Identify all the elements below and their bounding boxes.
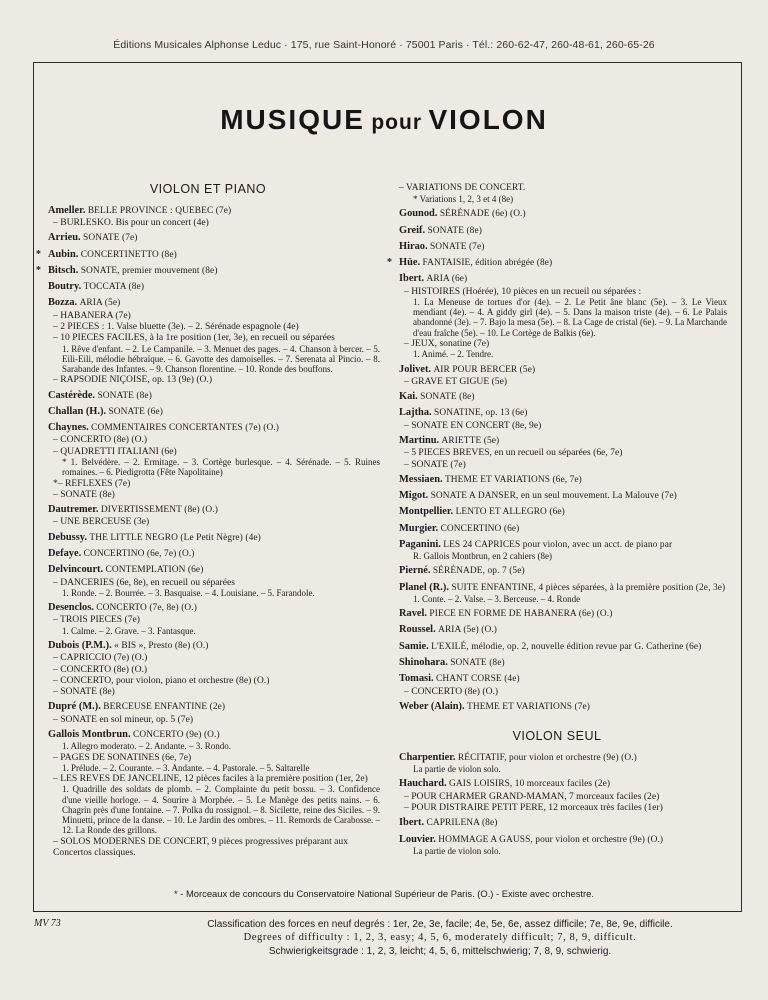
catalog-entry <box>387 641 727 653</box>
work-line: – SONATE (7e) <box>404 458 466 470</box>
title-instrument: VIOLON <box>428 104 548 135</box>
work-title: SÉRÉNADE (6e) (O.) <box>439 209 526 220</box>
composer-name: Bozza. <box>48 297 78 309</box>
catalog-entry <box>387 657 727 669</box>
entry-first-line <box>399 834 727 846</box>
catalog-entry <box>387 778 727 813</box>
composer-name: Tomasi. <box>399 673 434 685</box>
catalog-entry <box>387 490 727 502</box>
work-details: * 1. Belvédère. – 2. Ermitage. – 3. Cortège burlesque. – 4. Sérénade. – 5. Ruines romaines. – 6. Piedigrotta (Fête Napolitaine) <box>62 457 380 478</box>
catalog-entry <box>387 752 727 775</box>
work-line: – HABANERA (7e) <box>53 309 131 321</box>
catalog-entry <box>387 624 727 636</box>
work-line: – 5 PIECES BREVES, en un recueil ou séparées (6e, 7e) <box>404 447 623 459</box>
composer-name: Planel (R.). <box>399 581 449 593</box>
entry-first-line <box>399 208 727 220</box>
work-line: – UNE BERCEUSE (3e) <box>53 516 150 528</box>
work-title: CONCERTINO (6e) <box>440 523 520 534</box>
composer-name: Ravel. <box>399 608 427 620</box>
entry-first-line <box>399 523 727 535</box>
catalog-entry <box>387 364 727 388</box>
composer-name: Debussy. <box>48 531 87 543</box>
work-title: « BIS », Presto (8e) (O.) <box>114 640 209 651</box>
composer-name: Ibert. <box>399 273 425 285</box>
work-line: – CONCERTO (8e) (O.) <box>53 663 148 675</box>
work-title: SÉRÉNADE, op. 7 (5e) <box>432 566 525 577</box>
composer-name: Samie. <box>399 640 429 652</box>
catalog-entry <box>36 564 380 598</box>
entry-first-line <box>399 778 727 790</box>
work-line: – 2 PIECES : 1. Valse bluette (3e). – 2. Sérénade espagnole (4e) <box>53 320 299 332</box>
composer-name: Jolivet. <box>399 363 432 375</box>
catalog-entry <box>36 422 380 500</box>
catalog-entry <box>36 504 380 528</box>
work-line: – POUR DISTRAIRE PETIT PERE, 12 morceaux très faciles (1er) <box>404 801 663 813</box>
entry-first-line <box>48 729 380 741</box>
composer-name: Murgier. <box>399 522 439 534</box>
catalog-entry <box>36 602 380 636</box>
composer-name: Lajtha. <box>399 407 432 419</box>
page-title <box>0 104 768 136</box>
composer-name: Chaynes. <box>48 422 89 434</box>
composer-name: Arrieu. <box>48 232 81 244</box>
entry-first-line <box>48 701 380 713</box>
work-title: THEME ET VARIATIONS (6e, 7e) <box>444 474 582 485</box>
work-line: – TROIS PIECES (7e) <box>53 614 140 626</box>
work-title: CONCERTINETTO (8e) <box>80 249 177 260</box>
catalog-entry <box>387 435 727 470</box>
entry-first-line <box>48 281 380 293</box>
work-title: CONTEMPLATION (6e) <box>105 565 204 576</box>
work-title: GAIS LOISIRS, 10 morceaux faciles (2e) <box>449 779 611 790</box>
work-line: – DANCERIES (6e, 8e), en recueil ou séparées <box>53 576 235 588</box>
composer-name: Dautremer. <box>48 504 99 516</box>
work-details: La partie de violon solo. <box>413 845 501 856</box>
composer-name: Bitsch. <box>48 264 79 276</box>
entry-first-line <box>48 205 380 217</box>
catalog-entry <box>387 834 727 857</box>
composer-name: Shinohara. <box>399 657 448 669</box>
work-title: AIR POUR BERCER (5e) <box>433 364 536 375</box>
work-line: – SONATE (8e) <box>53 488 115 500</box>
work-line: – CONCERTO (8e) (O.) <box>404 685 499 697</box>
work-title: SONATINE, op. 13 (6e) <box>434 408 528 419</box>
composer-name: Roussel. <box>399 624 436 636</box>
entry-first-line <box>399 624 727 636</box>
entry-first-line <box>48 232 380 244</box>
catalog-entry <box>387 506 727 518</box>
work-details: 1. Calme. – 2. Grave. – 3. Fantasque. <box>62 625 196 636</box>
catalog-entry <box>387 608 727 620</box>
catalog-entry <box>387 539 727 562</box>
composer-name: Challan (H.). <box>48 405 107 417</box>
catalog-entry <box>36 205 380 229</box>
composer-name: Charpentier. <box>399 751 456 763</box>
entry-first-line <box>399 225 727 237</box>
composer-name: Aubin. <box>48 248 79 260</box>
catalog-entry <box>387 182 727 204</box>
work-line: – POUR CHARMER GRAND-MAMAN, 7 morceaux faciles (2e) <box>404 790 660 802</box>
composer-name: Dupré (M.). <box>48 701 101 713</box>
work-details: 1. Conte. – 2. Valse. – 3. Berceuse. – 4. Ronde <box>413 593 581 604</box>
entry-first-line <box>48 504 380 516</box>
entry-first-line <box>48 548 380 560</box>
catalog-entry <box>387 701 727 713</box>
work-line: – RAPSODIE NIÇOISE, op. 13 (9e) (O.) <box>53 374 213 386</box>
work-title: L'EXILÉ, mélodie, op. 2, nouvelle édition revue par G. Catherine (6e) <box>431 641 702 652</box>
work-details: * Variations 1, 2, 3 et 4 (8e) <box>413 194 514 205</box>
work-title: TOCCATA (8e) <box>83 282 145 293</box>
catalog-entry <box>36 249 380 261</box>
work-line: – SOLOS MODERNES DE CONCERT, 9 pièces progressives préparant aux Concertos classiques. <box>53 835 349 859</box>
title-pour: pour <box>371 111 422 134</box>
entry-first-line <box>48 265 380 277</box>
entry-first-line <box>399 257 727 269</box>
catalog-entry <box>387 582 727 605</box>
entry-first-line <box>48 640 380 652</box>
composer-name: Defaye. <box>48 548 82 560</box>
work-details: R. Gallois Montbrun, en 2 cahiers (8e) <box>413 551 552 562</box>
catalog-entry <box>36 701 380 725</box>
classification-english: Degrees of difficulty : 1, 2, 3, easy; 4, 5, 6, moderately difficult; 7, 8, 9, difficult. <box>243 932 637 944</box>
composer-name: Ameller. <box>48 204 86 216</box>
work-title: PIECE EN FORME DE HABANERA (6e) (O.) <box>429 609 613 620</box>
composer-name: Desenclos. <box>48 602 94 614</box>
entry-first-line <box>48 602 380 614</box>
footnote: * - Morceaux de concours du Conservatoire National Supérieur de Paris. (O.) - Existe avec orchestre. <box>174 888 594 899</box>
work-title: ARIETTE (5e) <box>441 435 500 446</box>
entry-first-line <box>399 752 727 764</box>
catalog-entry <box>36 297 380 385</box>
entry-first-line <box>399 673 727 685</box>
work-title: SUITE ENFANTINE, 4 pièces séparées, à la première position (2e, 3e) <box>451 582 726 593</box>
concours-star: * <box>387 257 392 269</box>
work-title: CONCERTO (7e, 8e) (O.) <box>96 603 197 614</box>
entry-first-line <box>399 817 727 829</box>
work-title: BELLE PROVINCE : QUEBEC (7e) <box>87 205 232 216</box>
catalog-entry <box>36 406 380 418</box>
work-line: – SONATE EN CONCERT (8e, 9e) <box>404 419 542 431</box>
work-line: – HISTOIRES (Hoérée), 10 pièces en un recueil ou séparées : <box>404 285 642 297</box>
work-title: CONCERTO (9e) (O.) <box>132 730 220 741</box>
work-title: SONATE, premier mouvement (8e) <box>80 265 218 276</box>
work-line: – GRAVE ET GIGUE (5e) <box>404 375 508 387</box>
work-details: 1. Prélude. – 2. Courante. – 3. Andante. – 4. Pastorale. – 5. Saltarelle <box>62 762 310 773</box>
work-line: – SONATE en sol mineur, op. 5 (7e) <box>53 713 194 725</box>
work-details: 1. Ronde. – 2. Bourrée. – 3. Basquaise. – 4. Louisiane. – 5. Farandole. <box>62 587 315 598</box>
work-title: SONATE (8e) <box>450 658 505 669</box>
work-line: – CAPRICCIO (7e) (O.) <box>53 652 148 664</box>
composer-name: Kai. <box>399 391 418 403</box>
work-title: SONATE (6e) <box>108 406 163 417</box>
work-title: CHANT CORSE (4e) <box>435 674 520 685</box>
composer-name: Boutry. <box>48 281 82 293</box>
entry-first-line <box>399 474 727 486</box>
publisher-header: Éditions Musicales Alphonse Leduc · 175, rue Saint-Honoré · 75001 Paris · Tél.: 260-62-47, 260-48-61, 260-65-26 <box>113 39 655 51</box>
work-title: ARIA (5e) <box>79 298 121 309</box>
entry-first-line <box>48 297 380 309</box>
entry-first-line <box>399 506 727 518</box>
composer-name: Martinu. <box>399 434 440 446</box>
catalog-entry <box>36 729 380 858</box>
catalog-entry <box>387 565 727 577</box>
work-title: THE LITTLE NEGRO (Le Petit Nègre) (4e) <box>89 532 261 543</box>
catalog-entry <box>387 391 727 403</box>
composer-name: Louvier. <box>399 833 436 845</box>
catalog-entry <box>36 265 380 277</box>
entry-first-line <box>399 273 727 285</box>
section-title-violon-piano: VIOLON ET PIANO <box>149 182 267 196</box>
catalog-entry <box>387 273 727 359</box>
composer-name: Delvincourt. <box>48 564 104 576</box>
entry-first-line <box>399 407 727 419</box>
catalog-entry <box>36 281 380 293</box>
concours-star: * <box>36 248 41 260</box>
difficulty-classification <box>160 918 720 958</box>
work-title: SONATE A DANSER, en un seul mouvement. La Malouve (7e) <box>430 491 677 502</box>
work-line: – CONCERTO (8e) (O.) <box>53 434 148 446</box>
entry-first-line <box>399 701 727 713</box>
classification-french: Classification des forces en neuf degrés : 1er, 2e, 3e, facile; 4e, 5e, 6e, assez difficile; 7e, 8e, 9e, difficile. <box>207 919 673 930</box>
entry-first-line <box>399 565 727 577</box>
work-details: 1. Rêve d'enfant. – 2. Le Campanile. – 3. Menuet des pages. – 4. Chanson à bercer. – 5. Eili-Eili, mélodie hébraïque. – 6. Gavotte des damoiselles. – 7. Serenata al Pincio. – 8. Sarabande des Infantes. – 9. Chanson florentine. – 10. Ronde des bouffons. <box>62 343 380 375</box>
work-line: – BURLESKO. Bis pour un concert (4e) <box>53 217 209 229</box>
classification-german: Schwierigkeitsgrade : 1, 2, 3, leicht; 4, 5, 6, mittelschwierig; 7, 8, 9, schwierig. <box>268 946 612 958</box>
composer-name: Hüe. <box>399 257 421 269</box>
work-title: LES 24 CAPRICES pour violon, avec un acct. de piano par <box>443 539 673 550</box>
entry-first-line <box>399 539 727 551</box>
catalog-code: MV 73 <box>34 918 61 929</box>
entry-first-line <box>399 657 727 669</box>
right-entry-list <box>387 182 727 713</box>
work-title: SONATE (7e) <box>83 233 138 244</box>
composer-name: Migot. <box>399 490 429 502</box>
work-details: 1. La Meneuse de tortues d'or (4e). – 2. Le Petit âne blanc (5e). – 3. Le Vieux mendiant (4e). – 4. A giddy girl (4e). – 5. Dans la maison triste (4e). – 6. Le Palais abandonné (3e). – 7. Bajo la mesa (5e). – 8. La Cage de cristal (6e). – 9. La Marchande d'eau fraîche (5e). – 10. Le Cortège de Balkis (6e). <box>413 296 727 338</box>
catalog-entry <box>36 640 380 698</box>
work-title: THEME ET VARIATIONS (7e) <box>467 701 590 712</box>
entry-first-line <box>399 582 727 594</box>
entry-first-line <box>399 608 727 620</box>
catalog-entry <box>387 257 727 269</box>
work-details: 1. Animé. – 2. Tendre. <box>413 349 494 360</box>
catalog-entry <box>387 523 727 535</box>
composer-name: Hauchard. <box>399 778 447 790</box>
work-title: FANTAISIE, édition abrégée (8e) <box>422 258 553 269</box>
catalog-entry <box>387 817 727 829</box>
work-title: SONATE (8e) <box>420 392 475 403</box>
work-title: COMMENTAIRES CONCERTANTES (7e) (O.) <box>91 423 280 434</box>
entry-first-line <box>399 641 727 653</box>
solo-entry-list <box>387 752 727 856</box>
composer-name: Castérède. <box>48 389 96 401</box>
catalog-entry <box>36 390 380 402</box>
composer-name: Gallois Montbrun. <box>48 729 131 741</box>
catalog-entry <box>387 225 727 237</box>
entry-first-line <box>399 241 727 253</box>
catalog-entry <box>36 232 380 244</box>
composer-name: Ibert. <box>399 817 425 829</box>
composer-name: Weber (Alain). <box>399 700 465 712</box>
composer-name: Dubois (P.M.). <box>48 639 112 651</box>
work-title: – VARIATIONS DE CONCERT. <box>399 183 526 193</box>
composer-name: Pierné. <box>399 565 431 577</box>
work-title: RÉCITATIF, pour violon et orchestre (9e) (O.) <box>457 752 637 763</box>
catalog-entry <box>387 407 727 431</box>
entry-first-line <box>399 391 727 403</box>
entry-first-line <box>48 390 380 402</box>
composer-name: Montpellier. <box>399 506 454 518</box>
composer-name: Messiaen. <box>399 473 443 485</box>
entry-first-line <box>48 249 380 261</box>
composer-name: Gounod. <box>399 208 438 220</box>
catalog-entry <box>387 208 727 220</box>
work-line: – LES REVES DE JANCELINE, 12 pièces faciles à la première position (1er, 2e) <box>53 773 368 785</box>
work-line: – 10 PIECES FACILES, à la 1re position (1er, 3e), en recueil ou séparées <box>53 332 335 344</box>
work-title: ARIA (6e) <box>426 274 468 285</box>
work-title: CAPRILENA (8e) <box>426 818 498 829</box>
work-title: SONATE (8e) <box>427 225 482 236</box>
work-details: 1. Allegro moderato. – 2. Andante. – 3. Rondo. <box>62 741 231 752</box>
catalog-entry <box>36 532 380 544</box>
entry-first-line <box>399 182 727 194</box>
catalog-entry <box>387 673 727 697</box>
composer-name: Paganini. <box>399 538 441 550</box>
work-title: SONATE (8e) <box>97 390 152 401</box>
work-details: La partie de violon solo. <box>413 764 501 775</box>
work-title: DIVERTISSEMENT (8e) (O.) <box>100 505 218 516</box>
entry-first-line <box>48 406 380 418</box>
entry-first-line <box>399 435 727 447</box>
left-column <box>36 182 380 862</box>
entry-first-line <box>399 490 727 502</box>
work-title: HOMMAGE A GAUSS, pour violon et orchestre (9e) (O.) <box>438 834 664 845</box>
entry-first-line <box>48 532 380 544</box>
work-line: – JEUX, sonatine (7e) <box>404 337 490 349</box>
work-details: 1. Quadrille des soldats de plomb. – 2. Complainte du petit bossu. – 3. Confidence d'une vieille horloge. – 4. Sourire à Morphée. – 5. Le Manège des petits nains. – 6. Chagrin près d'une fontaine. – 7. Polka du rossignol. – 8. Sicilette, reine des Siciles. – 9. Minuetti, prince de la danse. – 10. Le Jardin des ombres. – 11. Remords de Carabosse. – 12. La Ronde des grillons. <box>62 784 380 836</box>
catalog-entry <box>36 548 380 560</box>
work-title: CONCERTINO (6e, 7e) (O.) <box>83 549 195 560</box>
catalog-entry <box>387 241 727 253</box>
work-title: ARIA (5e) (O.) <box>438 625 498 636</box>
entry-first-line <box>399 364 727 376</box>
work-line: – QUADRETTI ITALIANI (6e) <box>53 445 177 457</box>
right-column <box>387 182 727 860</box>
work-line: *– REFLEXES (7e) <box>53 477 131 489</box>
section-title-violon-seul: VIOLON SEUL <box>512 729 602 744</box>
title-main: MUSIQUE <box>220 104 365 135</box>
concours-star: * <box>36 264 41 276</box>
catalog-entry <box>387 474 727 486</box>
work-line: – PAGES DE SONATINES (6e, 7e) <box>53 751 192 763</box>
work-title: BERCEUSE ENFANTINE (2e) <box>103 702 226 713</box>
work-line: – SONATE (8e) <box>53 686 115 698</box>
composer-name: Greif. <box>399 224 426 236</box>
left-entry-list <box>36 205 380 859</box>
work-title: SONATE (7e) <box>429 241 485 252</box>
entry-first-line <box>48 422 380 434</box>
composer-name: Hirao. <box>399 240 428 252</box>
work-line: – CONCERTO, pour violon, piano et orchestre (8e) (O.) <box>53 674 270 686</box>
work-title: LENTO ET ALLEGRO (6e) <box>455 507 565 518</box>
entry-first-line <box>48 564 380 576</box>
